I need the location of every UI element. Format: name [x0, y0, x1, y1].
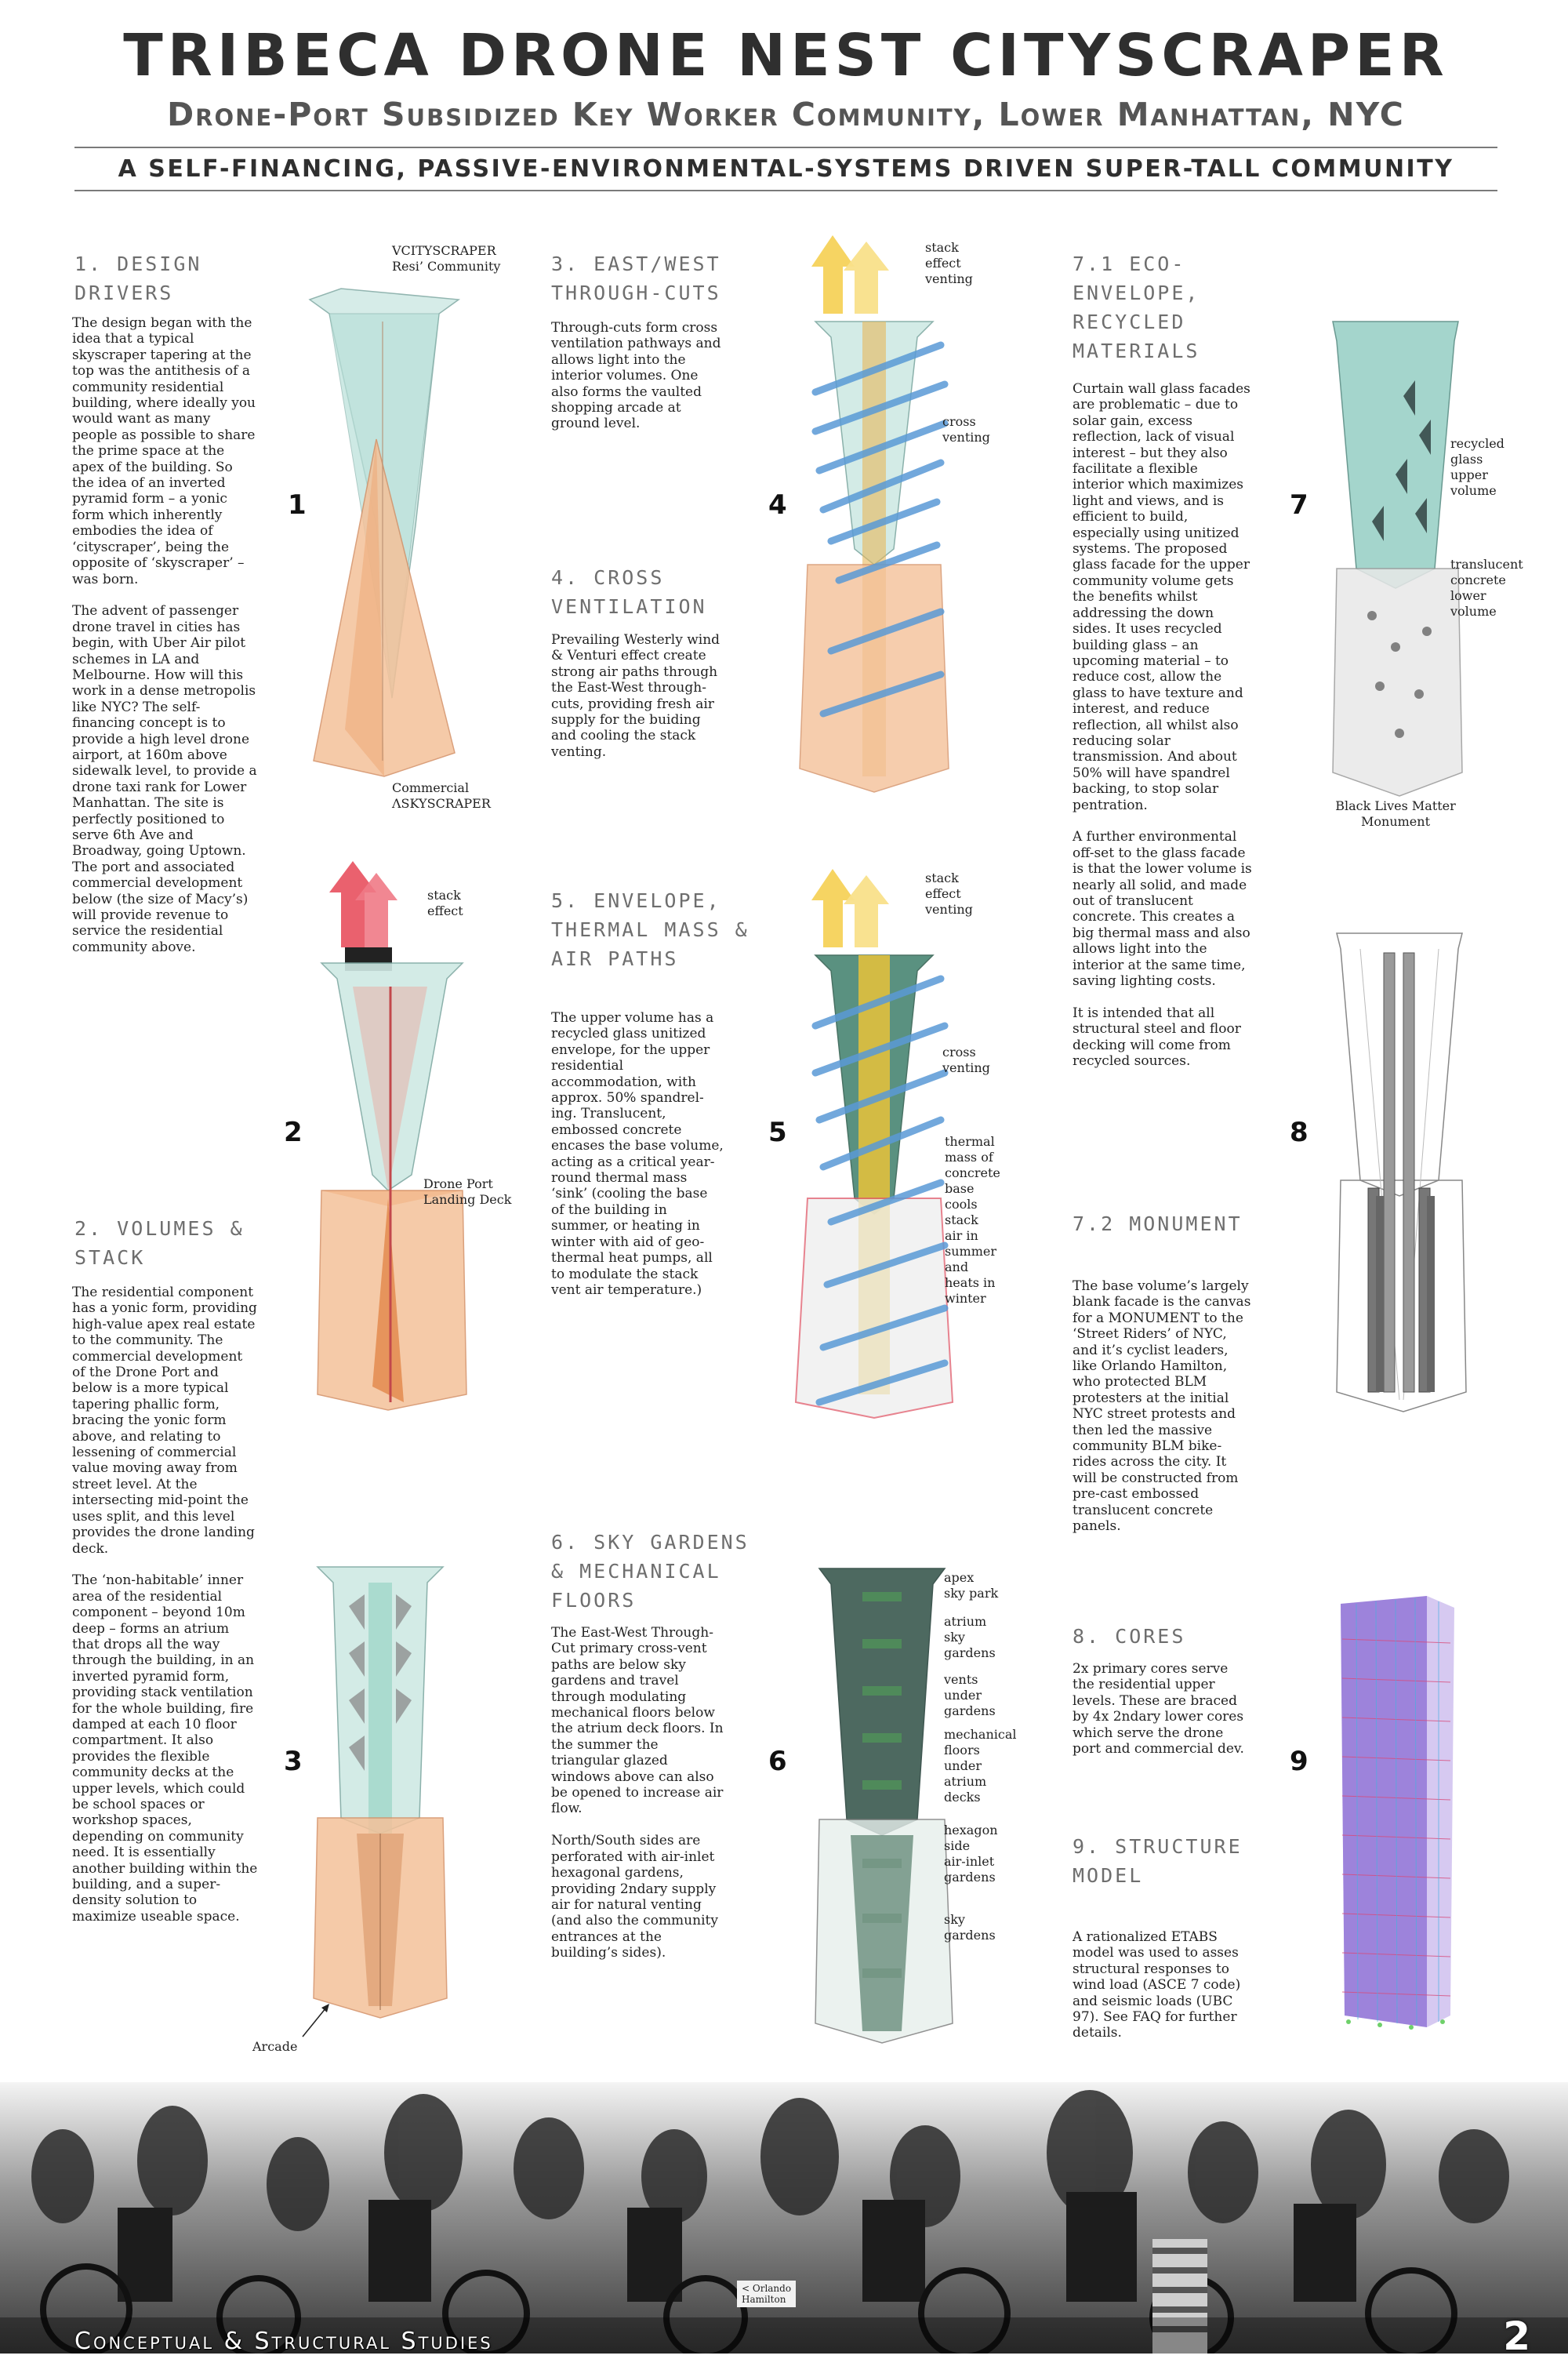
- section-9-body: A rationalized ETABS model was used to asses structural responses to wind load (ASCE 7 code) and seismic loads (UBC 97). See FAQ for further details.: [1073, 1929, 1241, 2041]
- diagram-4-number: 4: [768, 489, 787, 521]
- diagram-6-label-hexagon: hexagon side air-inlet gardens: [944, 1823, 998, 1885]
- diagram-8-number: 8: [1290, 1117, 1308, 1148]
- diagram-2-number: 2: [284, 1117, 303, 1148]
- poster-subtitle: Drone-Port Subsidized Key Worker Community, Lower Manhattan, NYC: [167, 96, 1405, 133]
- section-7-2-body: The base volume’s largely blank facade is the canvas for a MONUMENT to the ‘Street Riders’ of NYC, and it’s cyclist leaders, like Orlando Hamilton, who protected BLM protesters at the initial NYC street protests and then led the massive community BLM bike-rides across the city. It will be constructed from pre-cast embossed translucent concrete panels.: [1073, 1278, 1251, 1535]
- diagram-6-tower: [808, 1561, 956, 2047]
- diagram-9-structure-model: [1333, 1592, 1462, 2031]
- section-2-heading: 2. VOLUMES & STACK: [74, 1217, 245, 1269]
- protest-bike-ride-photo: [0, 2082, 1568, 2354]
- section-7-1-body: Curtain wall glass facades are problematic – due to solar gain, excess reflection, lack of visual interest – but they also facilitate a flexible interior which maximizes light and views, and is efficient to build, especially using unitized systems. The proposed glass facade for the upper community volume gets the benefits whilst addressing the down sides. It uses recycled building glass – an upcoming material – to reduce cost, allow the glass to have texture and interest, and reduce reflection, all whilst also reducing solar transmission. And about 50% will have spandrel backing, to stop solar pentration. A further environmental off-set to the glass facade is that the lower volume is nearly all solid, and made out of translucent concrete. This creates a big thermal mass and also allows light into the interior at the same time, saving lighting costs. It is intended that all structural steel and floor decking will come from recycled sources.: [1073, 381, 1252, 1070]
- diagram-6-label-atrium: atrium sky gardens: [944, 1614, 996, 1660]
- diagram-8-tower: [1329, 929, 1470, 1416]
- diagram-4-tower: [784, 235, 964, 800]
- section-1-body: The design began with the idea that a typical skyscraper tapering at the top was the antithesis of a community residential building, where ideally you would want as many people as possible to share the prime space at the apex of the building. So the idea of an inverted pyramid form – a yonic form which inherently embodies the idea of ‘cityscraper’, being the opposite of ‘skyscraper’ – was born. The advent of passenger drone travel in cities has begin, with Uber Air pilot schemes in LA and Melbourne. How will this work in a dense metropolis like NYC? The self-financing concept is to provide a high level drone airport, at 160m above sidewalk level, to provide a drone taxi rank for Lower Manhattan. The site is perfectly positioned to serve 6th Ave and Broadway, going Uptown. The port and associated commercial development below (the size of Macy’s) will provide revenue to service the residential community above.: [72, 315, 257, 955]
- section-4-body: Prevailing Westerly wind & Venturi effect create strong air paths through the East-West through-cuts, providing fresh air supply for the buiding and cooling the stack venting.: [551, 632, 720, 760]
- page-number: 2: [1503, 2314, 1530, 2359]
- diagram-2-tower: [310, 861, 474, 1410]
- photo-illustration: [0, 2082, 1568, 2354]
- diagram-3-label-arcade: Arcade: [252, 2039, 298, 2054]
- section-2-body: The residential component has a yonic form, providing high-value apex real estate to the community. The commercial development of the Drone Port and below is a more typical tapering phallic form, bracing the yonic form above, and relating to lessening of commercial value moving away from street level. At the intersecting mid-point the uses split, and this level provides the drone landing deck. The ‘non-habitable’ inner area of the residential component – beyond 10m deep – forms an atrium that drops all the way through the building, in an inverted pyramid form, providing stack ventilation for the whole building, fire damped at each 10 floor compartment. It also provides the flexible community decks at the upper levels, which could be school spaces or workshop spaces, depending on community need. It is essentially another building within the building, and a super-density solution to maximize useable space.: [72, 1285, 258, 1925]
- diagram-5-number: 5: [768, 1117, 787, 1148]
- footer-title: Conceptual & Structural Studies: [74, 2328, 493, 2355]
- section-5-heading: 5. ENVELOPE, THERMAL MASS & AIR PATHS: [551, 889, 750, 970]
- section-8-body: 2x primary cores serve the residential upper levels. These are braced by 4x 2ndary lower cores which serve the drone port and commercial dev.: [1073, 1661, 1244, 1757]
- diagram-4-label-stack: stack effect venting: [925, 240, 973, 286]
- diagram-7-label-blm: Black Lives Matter Monument: [1335, 798, 1456, 829]
- diagram-4-label-cross: cross venting: [942, 414, 990, 445]
- section-8-heading: 8. CORES: [1073, 1625, 1186, 1648]
- diagram-1-label-skyscraper: Commercial ΛSKYSCRAPER: [392, 780, 491, 811]
- diagram-6-label-vents: vents under gardens: [944, 1672, 996, 1718]
- poster-title: TRIBECA DRONE NEST CITYSCRAPER: [123, 22, 1449, 89]
- diagram-7-label-glass: recycled glass upper volume: [1450, 436, 1504, 498]
- diagram-3-tower: [302, 1559, 459, 2022]
- diagram-7-tower: [1325, 318, 1466, 804]
- diagram-3-number: 3: [284, 1746, 303, 1777]
- diagram-5-label-thermal: thermal mass of concrete base cools stack air in summer and heats in winter: [945, 1134, 1000, 1306]
- section-1-heading: 1. DESIGN DRIVERS: [74, 253, 202, 304]
- section-7-2-heading: 7.2 MONUMENT: [1073, 1212, 1243, 1235]
- section-9-heading: 9. STRUCTURE MODEL: [1073, 1835, 1243, 1887]
- diagram-5-tower: [784, 869, 972, 1418]
- section-5-body: The upper volume has a recycled glass unitized envelope, for the upper residential accommodation, with approx. 50% spandrel-ing. Translucent, embossed concrete encases the base volume, acting as a critical year-round thermal mass ‘sink’ (cooling the base of the building in summer, or heating in winter with aid of geo-thermal heat pumps, all to modulate the stack vent air temperature.): [551, 1010, 724, 1298]
- diagram-5-label-cross: cross venting: [942, 1045, 990, 1075]
- diagram-5-label-stack: stack effect venting: [925, 871, 973, 917]
- diagram-1-tower: [298, 290, 470, 792]
- section-6-heading: 6. SKY GARDENS & MECHANICAL FLOORS: [551, 1531, 750, 1612]
- arcade-arrow-icon: [301, 2001, 332, 2041]
- diagram-6-label-apex: apex sky park: [944, 1570, 999, 1601]
- diagram-6-label-mechanical: mechanical floors under atrium decks: [944, 1727, 1017, 1805]
- section-7-1-heading: 7.1 ECO-ENVELOPE, RECYCLED MATERIALS: [1073, 253, 1200, 362]
- diagram-2-label-deck: Drone Port Landing Deck: [423, 1176, 512, 1207]
- header-rule-top: [74, 147, 1497, 148]
- diagram-7-number: 7: [1290, 489, 1308, 521]
- photo-caption-orlando: < Orlando Hamilton: [737, 2281, 796, 2307]
- diagram-2-label-stack: stack effect: [427, 888, 463, 918]
- section-3-body: Through-cuts form cross ventilation pathways and allows light into the interior volumes. One also forms the vaulted shopping arcade at ground level.: [551, 320, 721, 432]
- diagram-1-label-cityscraper: VCITYSCRAPER Resi’ Community: [392, 243, 501, 274]
- diagram-6-label-sky-gardens: sky gardens: [944, 1912, 996, 1943]
- diagram-9-number: 9: [1290, 1746, 1308, 1777]
- diagram-6-number: 6: [768, 1746, 787, 1777]
- diagram-7-label-concrete: translucent concrete lower volume: [1450, 557, 1523, 619]
- section-3-heading: 3. EAST/WEST THROUGH-CUTS: [551, 253, 721, 304]
- section-4-heading: 4. CROSS VENTILATION: [551, 566, 707, 618]
- section-6-body: The East-West Through-Cut primary cross-vent paths are below sky gardens and travel through modulating mechanical floors below the atrium deck floors. In the summer the triangular glazed windows above can also be opened to increase air flow. North/South sides are perforated with air-inlet hexagonal gardens, providing 2ndary supply air for natural venting (and also the community entrances at the building’s sides).: [551, 1625, 724, 1961]
- diagram-1-number: 1: [288, 489, 307, 521]
- header-rule-bottom: [74, 190, 1497, 191]
- poster-tagline: A SELF-FINANCING, PASSIVE-ENVIRONMENTAL-SYSTEMS DRIVEN SUPER-TALL COMMUNITY: [118, 155, 1454, 183]
